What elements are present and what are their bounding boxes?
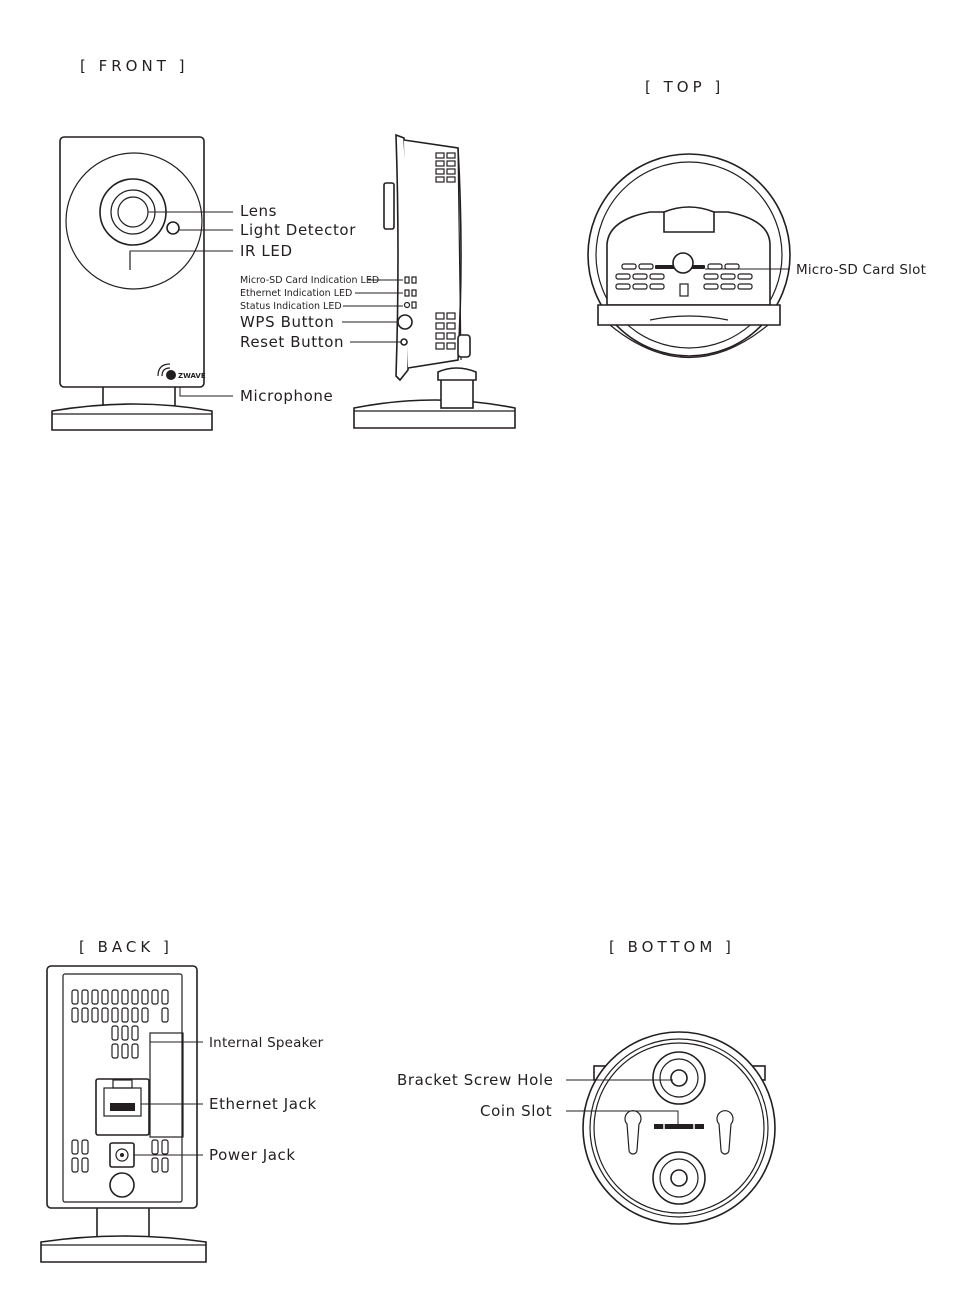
- section-title-top: [ TOP ]: [645, 78, 725, 96]
- camera-front-body: [60, 137, 204, 387]
- label-bracket-screw-hole: Bracket Screw Hole: [397, 1071, 554, 1089]
- label-internal-speaker: Internal Speaker: [209, 1035, 324, 1051]
- wps-button-icon: [398, 315, 412, 329]
- section-title-back: [ BACK ]: [79, 938, 173, 956]
- bottom-view: [397, 938, 775, 1224]
- side-view: [240, 135, 515, 428]
- label-ethernet-jack: Ethernet Jack: [209, 1095, 317, 1113]
- label-light-detector: Light Detector: [240, 221, 356, 239]
- reset-button-icon: [401, 339, 407, 345]
- label-microsd-slot: Micro-SD Card Slot: [796, 262, 927, 278]
- label-status-led: Status Indication LED: [240, 301, 342, 312]
- top-view: [588, 78, 926, 358]
- label-power-jack: Power Jack: [209, 1146, 296, 1164]
- label-microphone: Microphone: [240, 387, 334, 405]
- label-wps-button: WPS Button: [240, 313, 335, 331]
- svg-text:ZWAVE: ZWAVE: [178, 372, 206, 380]
- label-ethernet-led: Ethernet Indication LED: [240, 288, 353, 299]
- label-ir-led: IR LED: [240, 242, 293, 260]
- label-microsd-led: Micro-SD Card Indication LED: [240, 275, 380, 286]
- coin-slot-icon: [654, 1124, 704, 1129]
- front-view: [52, 57, 356, 430]
- back-view: [41, 938, 324, 1262]
- light-detector-icon: [167, 222, 179, 234]
- section-title-bottom: [ BOTTOM ]: [609, 938, 735, 956]
- label-lens: Lens: [240, 202, 278, 220]
- label-reset-button: Reset Button: [240, 333, 345, 351]
- label-coin-slot: Coin Slot: [480, 1102, 553, 1120]
- section-title-front: [ FRONT ]: [80, 57, 189, 75]
